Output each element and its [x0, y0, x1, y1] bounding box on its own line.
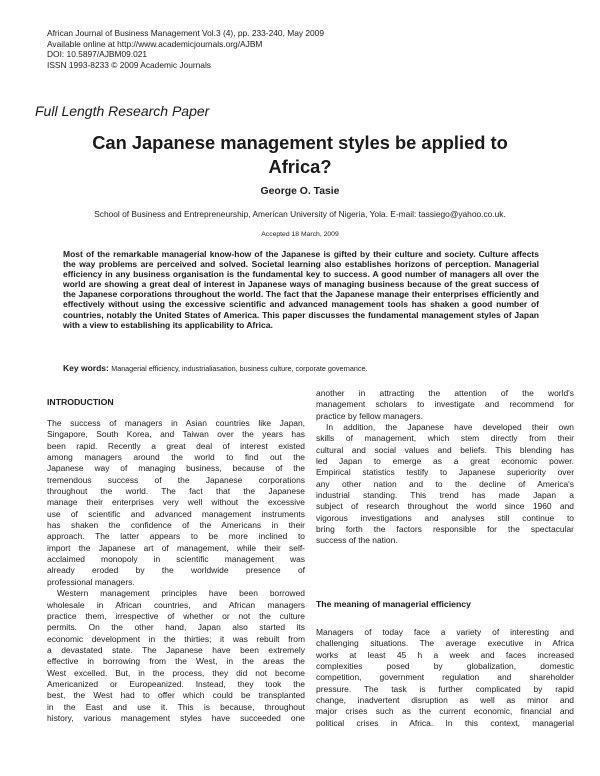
text-line: led Japan to emerge as a great economic power.	[316, 456, 574, 467]
text-line: industrial standing. This trend has made Japan a	[316, 490, 574, 501]
text-line: been rapid. Recently a great deal of interest existed	[47, 440, 305, 451]
introduction-heading: INTRODUCTION	[47, 397, 114, 407]
intro-right-column	[316, 388, 574, 547]
text-line: change, inadvertent disruption as well as minor and	[316, 695, 574, 706]
text-line: works at least 45 h a week and faces increased	[316, 649, 574, 660]
text-line: already eroded by the worldwide presence of	[47, 565, 305, 576]
text-line: acclaimed monopoly in scientific management was	[47, 554, 305, 565]
journal-header	[47, 28, 324, 70]
paper-type: Full Length Research Paper	[35, 103, 210, 119]
text-line: best, the West had to offer which could be transplanted	[47, 690, 305, 701]
journal-doi: DOI: 10.5897/AJBM09.021	[47, 49, 148, 60]
text-line: has shaken the confidence of the Americans in their	[47, 520, 305, 531]
text-line: pressure. The task is further complicated by rapid	[316, 683, 574, 694]
text-line: The success of managers in Asian countries like Japan,	[47, 418, 305, 428]
text-line: competition, government regulation and shareholder	[316, 672, 574, 683]
text-line: throughout the world. The fact that the Japanese	[47, 486, 305, 497]
text-line: permits. On the other hand, Japan also started its	[47, 622, 305, 633]
accepted-date: Accepted 18 March, 2009	[261, 231, 339, 238]
author-name: George O. Tasie	[260, 186, 340, 197]
text-line: Managers of today face a variety of interesting and	[316, 627, 574, 637]
text-line: Western management principles have been borrowed	[57, 588, 305, 599]
paper-title	[40, 131, 560, 179]
text-line: Japanese way of managing business, because of the	[47, 463, 305, 474]
text-line: import the Japanese art of management, while their self-	[47, 542, 305, 553]
text-line: political crises in Africa. In this context, managerial	[316, 717, 574, 728]
text-line: skills of management, which stem directly from their	[316, 433, 574, 444]
text-line: practice by fellow managers.	[316, 410, 423, 421]
abstract: Most of the remarkable managerial know-how of the Japanese is gifted by their culture and society. Culture affects the way problems are perceived and solved. Societal learning also establishes horizons of perception. Managerial efficiency in any business organisation is the fundamental key to success. A good number of managers all over the world are showing a great deal of interest in Japanese ways of managing business because of the great success of the Japanese corporations throughout the world. The fact that the Japanese manage their enterprises efficiently and effectively without using the excessive scientific and advanced management tools has shaken a good number of countries, notably the United States of America. This paper discusses the fundamental management styles of Japan with a view to establishing its applicability to Africa.	[63, 249, 539, 330]
author-affiliation: School of Business and Entrepreneurship, American University of Nigeria, Yola. E-mail: tassiego@yahoo.co.uk.	[94, 209, 506, 219]
text-line: In addition, the Japanese have developed their own	[326, 422, 574, 433]
text-line: a devastated state. The Japanese have been extremely	[47, 644, 305, 655]
intro-left-column	[47, 418, 305, 724]
text-line: Empirical statistics testify to Japanese superiority over	[316, 467, 574, 478]
text-line: manage their enterprises very well without the excessive	[47, 497, 305, 508]
text-line: among managers around the world to find out the	[47, 452, 305, 463]
text-line: success of the nation.	[316, 535, 398, 546]
text-line: complexities posed by globalization, domestic	[316, 661, 574, 672]
managerial-efficiency-heading: The meaning of managerial efficiency	[316, 599, 471, 609]
text-line: tremendous success of the Japanese corporations	[47, 474, 305, 485]
text-line: history, various management styles have succeeded one	[47, 712, 305, 723]
text-line: management scholars to investigate and recommend for	[316, 399, 574, 410]
text-line: bring forth the factors responsible for the spectacular	[316, 524, 574, 535]
text-line: in the East and use it. This is because, throughout	[47, 701, 305, 712]
text-line: subject of research throughout the world since 1960 and	[316, 501, 574, 512]
keywords-text: Managerial efficiency, industrialiasation, business culture, corporate governance.	[111, 364, 368, 373]
text-line: major crises such as the current economic, financial and	[316, 706, 574, 717]
text-line: cultural and social values and beliefs. This blending has	[316, 444, 574, 455]
managerial-efficiency-column	[316, 627, 574, 729]
keywords-label: Key words:	[63, 363, 109, 373]
journal-issn: ISSN 1993-8233 © 2009 Academic Journals	[47, 59, 211, 70]
journal-citation: African Journal of Business Management Vol.3 (4), pp. 233-240, May 2009	[47, 28, 324, 38]
journal-availability: Available online at http://www.academicjournals.org/AJBM	[47, 38, 263, 49]
text-line: approach. The latter appears to be more inclined to	[47, 531, 305, 542]
text-line: effective in borrowing from the West, in the areas the	[47, 656, 305, 667]
text-line: professional managers.	[47, 576, 135, 587]
text-line: Singapore, South Korea, and Taiwan over the years has	[47, 429, 305, 440]
text-line: challenging situations. The average executive in Africa	[316, 638, 574, 649]
text-line: use of scientific and advanced management instruments	[47, 508, 305, 519]
keywords	[63, 363, 539, 373]
text-line: practice them, irrespective of whether or not the culture	[47, 610, 305, 621]
text-line: any other nation and to the decline of America's	[316, 478, 574, 489]
text-line: wholesale in African countries, and African managers	[47, 599, 305, 610]
title-line: Africa?	[268, 156, 332, 177]
title-line: Can Japanese management styles be applied to	[92, 132, 508, 153]
text-line: another in attracting the attention of the world's	[316, 388, 574, 398]
text-line: West excelled. But, in the process, they did not become	[47, 667, 305, 678]
text-line: economic development in the thirties; it was rebuilt from	[47, 633, 305, 644]
text-line: Americanized or Europeanized. Instead, they took the	[47, 678, 305, 689]
text-line: vigorous investigations and analyses still continue to	[316, 512, 574, 523]
